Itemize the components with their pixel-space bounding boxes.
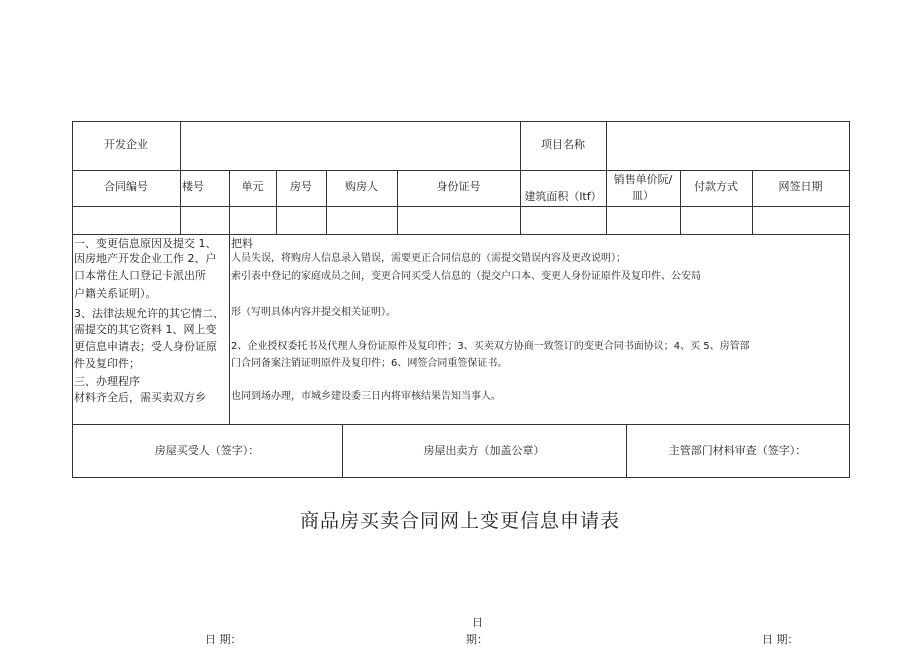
date-label-authority: 日 期：: [762, 633, 799, 646]
divider-col-1: [180, 170, 181, 235]
row-divider-1: [72, 170, 850, 171]
header-price-line1: 销售单价阮/: [613, 173, 673, 186]
header-price-line2: 皿）: [632, 189, 654, 202]
row-divider-4: [72, 424, 850, 425]
header-buyer: 购房人: [345, 180, 378, 193]
left-text-line: 一、变更信息原因及提交 1、: [74, 237, 217, 250]
divider-r1-c: [606, 121, 607, 171]
divider-body: [229, 234, 230, 425]
table-border-top: [72, 121, 850, 122]
left-text-line: 口本常住人口登记卡派出所: [74, 269, 206, 282]
date-label-seller-top: 日: [472, 616, 483, 629]
right-text-line: 门合同备案注销证明原件及复印件；6、网签合同重签保证书。: [231, 358, 508, 369]
right-text-line: 形（写明具体内容并提交相关证明）。: [231, 307, 396, 318]
row-divider-3: [72, 234, 850, 235]
seller-signature-label: 房屋出卖方（加盖公章）: [423, 444, 545, 457]
left-text-line: 3、法律法规允许的其它情二、: [74, 307, 224, 320]
table-border-bottom: [72, 477, 850, 478]
date-label-buyer: 日 期：: [205, 633, 242, 646]
header-room: 房号: [290, 180, 312, 193]
authority-signature-label: 主管部门材料审查（签字）：: [668, 444, 807, 457]
divider-r1-a: [180, 121, 181, 171]
table-border-left: [72, 121, 73, 478]
header-sign-date: 网签日期: [778, 180, 823, 193]
developer-label: 开发企业: [104, 138, 148, 151]
left-text-line: 因房地产开发企业工作 2、户: [74, 252, 217, 265]
left-text-line: 需提交的其它资料 1、网上变: [74, 323, 217, 336]
buyer-signature-label: 房屋买受人（签字）：: [154, 444, 260, 457]
header-payment: 付款方式: [694, 180, 738, 193]
header-building: 楼号: [182, 180, 204, 193]
right-text-line: 也同到场办理，市城乡建设委三日内将审核结果告知当事人。: [231, 391, 501, 402]
table-border-right: [849, 121, 850, 478]
left-text-line: 件及复印件；: [74, 357, 140, 370]
left-text-line: 更信息申请表；受人身份证原: [74, 340, 217, 353]
left-text-line: 三、办理程序: [74, 375, 140, 388]
page-title: 商品房买卖合同网上变更信息申请表: [299, 510, 620, 532]
header-area: 建筑面积（ltf）: [524, 190, 602, 203]
right-text-line: 把料: [231, 237, 253, 250]
header-id-no: 身份证号: [436, 180, 481, 193]
header-contract-no: 合同编号: [104, 180, 148, 193]
project-name-label: 项目名称: [541, 138, 585, 151]
date-label-seller-bottom: 期：: [466, 633, 488, 646]
left-text-line: 户籍关系证明）。: [74, 287, 157, 300]
left-text-line: 材料齐全后，需买卖双方乡: [74, 391, 206, 404]
right-text-line: 2、企业授权委托书及代理人身份证原件及复印件；3、买卖双方协商一致签订的变更合同书面协议；4、买 5、房管部: [231, 341, 750, 352]
right-text-line: 人员失误，将购房人信息录入错误，需要更正合同信息的（需提交错误内容及更改说明）；: [231, 253, 626, 264]
header-unit: 单元: [241, 180, 264, 193]
right-text-line: 索引表中登记的家庭成员之间，变更合同买受人信息的（提交户口本、变更人身份证原件及复印件、公安局: [231, 271, 701, 282]
row-divider-2: [72, 206, 850, 207]
